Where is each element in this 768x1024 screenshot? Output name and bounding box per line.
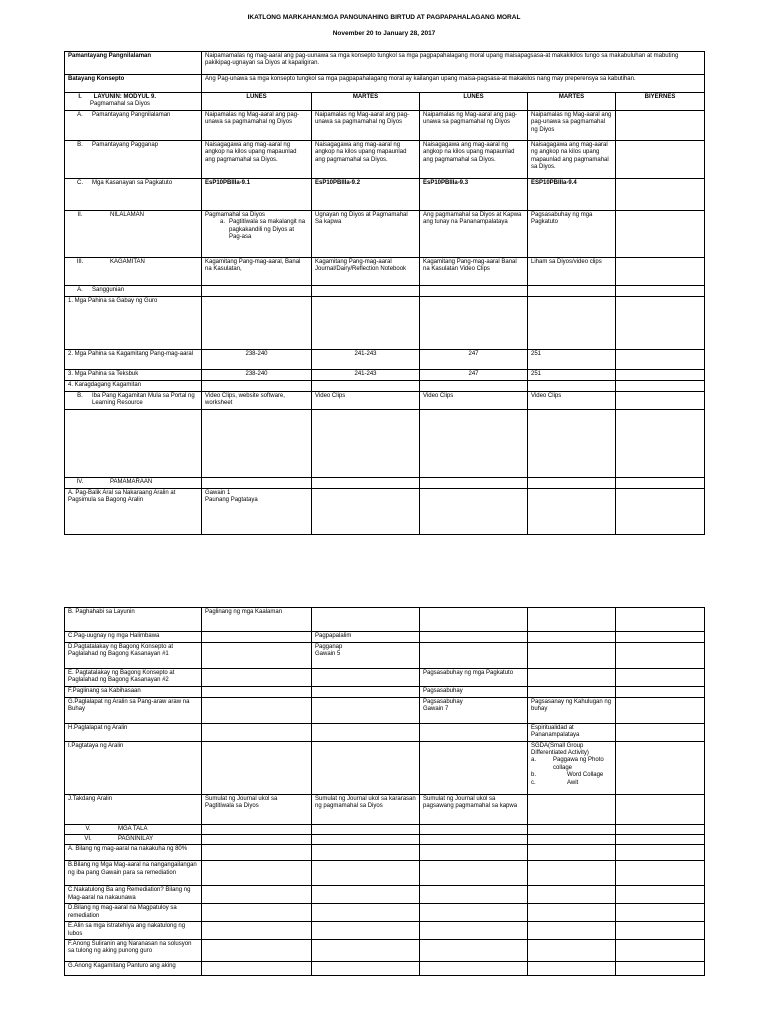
table-cell (528, 824, 616, 834)
table-cell: 247 (420, 350, 528, 370)
table-cell (528, 643, 616, 669)
table-cell: 241-243 (312, 350, 420, 370)
table-cell (420, 608, 528, 632)
table-cell (528, 904, 616, 922)
table-cell (420, 835, 528, 845)
table-cell (528, 940, 616, 962)
day-header: LUNES (420, 93, 528, 111)
table-row (65, 861, 705, 886)
table-cell (616, 835, 705, 845)
table-cell (528, 489, 616, 535)
table-cell (616, 886, 705, 904)
table-cell (616, 489, 705, 535)
table-row (65, 845, 705, 861)
table-cell (202, 940, 312, 962)
table-cell: Pagpapalalim (312, 632, 420, 643)
row-label-ii: II. NILALAMAN (65, 211, 202, 258)
table-cell (616, 392, 705, 410)
table-cell (528, 962, 616, 976)
table-cell: Espiritualidad at Pananampalataya (528, 723, 616, 741)
table-cell: ESP10PBIIIa-9.4 (528, 179, 616, 211)
layunin-label: LAYUNIN: MODYUL 9. (93, 94, 157, 100)
row-label: A. Bilang ng mag-aaral na nakakuha ng 80% (65, 845, 202, 861)
table-cell (202, 697, 312, 723)
row-label-kagamitan-pahina: 2. Mga Pahina sa Kagamitang Pang-mag-aaral (65, 350, 202, 370)
table-cell (312, 741, 420, 794)
table-row (65, 922, 705, 940)
table-cell: 247 (420, 370, 528, 381)
table-cell: Paglinang ng mga Kaalaman (202, 608, 312, 632)
table-cell (312, 669, 420, 687)
table-cell (528, 286, 616, 297)
table-cell (312, 904, 420, 922)
day-header: BIYERNES (616, 93, 705, 111)
table-cell: Ugnayan ng Diyos at Pagmamahal Sa kapwa (312, 211, 420, 258)
table-cell (616, 845, 705, 861)
table-cell (616, 940, 705, 962)
table-cell (528, 478, 616, 489)
table-cell (616, 697, 705, 723)
table-row (65, 886, 705, 904)
table-cell (312, 410, 420, 478)
table-cell (312, 861, 420, 886)
table-cell (312, 489, 420, 535)
table-cell (312, 697, 420, 723)
table-cell: Naipamalas ng Mag-aaral ang pag-unawa sa pagmamahal ng Diyos (528, 111, 616, 141)
row-label: B. Paghahabi sa Layunin (65, 608, 202, 632)
table-cell (202, 686, 312, 697)
table-cell (528, 608, 616, 632)
table-row (65, 643, 705, 669)
row-label-sanggunian: A. Sanggunian (65, 286, 202, 297)
table-cell (616, 608, 705, 632)
table-cell (420, 940, 528, 962)
table-cell (528, 886, 616, 904)
row-label: E. Pagtatalakay ng Bagong Konsepto at Paglalahad ng Bagong Kasanayan #2 (65, 669, 202, 687)
sgda-item (531, 772, 612, 779)
batayang-label: Batayang Konsepto (65, 75, 202, 93)
table-row (65, 686, 705, 697)
table-cell (528, 835, 616, 845)
row-label-guro: 1. Mga Pahina sa Gabay ng Guro (65, 297, 202, 350)
row-label-teksbuk: 3. Mga Pahina sa Teksbuk (65, 370, 202, 381)
day-header: LUNES (202, 93, 312, 111)
row-label: H.Paglalapat ng Aralin (65, 723, 202, 741)
table-cell: Pagsasabuhay ng mga Pagkatuto (420, 669, 528, 687)
table-cell: Naisagagawa ang mag-aaral ng angkop na kilos upang mapaunlad ang pagmamahal sa Diyos. (202, 141, 312, 179)
table-cell (420, 643, 528, 669)
table-cell: Naipamalas ng Mag-aaral ang pag-unawa sa pagmamahal ng Diyos (420, 111, 528, 141)
table-cell (420, 297, 528, 350)
table-cell (202, 835, 312, 845)
table-cell (202, 410, 312, 478)
table-cell (616, 632, 705, 643)
row-label: J.Takdang Aralin (65, 794, 202, 824)
table-cell: Naisagagawa ang mag-aaral ng angkop na kilos upang mapaunlad ang pagmamahal sa Diyos. (528, 141, 616, 179)
table-cell (616, 211, 705, 258)
table-cell (528, 794, 616, 824)
row-label: I.Pagtataya ng Aralin (65, 741, 202, 794)
table-cell: Kagamitang Pang-mag-aaral Journal/Dairy/Reflection Notebook (312, 258, 420, 286)
table-cell (202, 381, 312, 392)
layunin-num: I. (78, 94, 82, 100)
table-cell (420, 478, 528, 489)
lesson-plan-table-2 (64, 607, 705, 976)
table-cell (420, 489, 528, 535)
table-cell (312, 886, 420, 904)
row-label-c: C. Mga Kasanayan sa Pagkatuto (65, 179, 202, 211)
sgda-heading: SGDA(Small Group Differentiated Activity) (531, 742, 589, 757)
table-cell (202, 741, 312, 794)
table-cell (616, 350, 705, 370)
row-label-text: MGA TALA (118, 825, 148, 832)
row-label-balik-aral: A. Pag-Balik Aral sa Nakaraang Aralin at Pagsimula sa Bagong Aralin (65, 489, 202, 535)
table-cell: Kagamitang Pang-mag-aaral Banal na Kasulatan Video Clips (420, 258, 528, 286)
table-row (65, 824, 705, 834)
table-cell (528, 381, 616, 392)
table-cell (202, 286, 312, 297)
table-cell: Naisagagawa ang mag-aaral ng angkop na kilos upang mapaunlad ang pagmamahal sa Diyos. (420, 141, 528, 179)
table-cell (420, 886, 528, 904)
table-cell: Sumulat ng Journal ukol sa pagsawang pagmamahal sa kapwa (420, 794, 528, 824)
row-label-iii: III. KAGAMITAN (65, 258, 202, 286)
table-cell: Sumulat ng Journal ukol sa kararasan ng pagmamahal sa Diyos (312, 794, 420, 824)
table-cell (616, 962, 705, 976)
table-cell (420, 381, 528, 392)
row-label (65, 824, 202, 834)
table-cell (312, 297, 420, 350)
table-cell (528, 632, 616, 643)
sgda-item-text: Word Collage (567, 772, 604, 779)
table-cell (312, 608, 420, 632)
table-cell (616, 904, 705, 922)
table-cell (312, 922, 420, 940)
sgda-item (531, 780, 612, 787)
table-cell (528, 922, 616, 940)
row-label: C.Nakatulong Ba ang Remediation? Bilang ng Mag-aaral na nakaunawa (65, 886, 202, 904)
table-row (65, 940, 705, 962)
sgda-item-letter: b. (531, 772, 537, 779)
table-cell: EsP10PBIIIa-9.1 (202, 179, 312, 211)
pamantayan-label: Pamantayang Pangnilalaman (65, 52, 202, 75)
table-cell (420, 632, 528, 643)
row-label-karagdagang: 4. Karagdagang Kagamitan (65, 381, 202, 392)
table-cell: Sumulat ng Journal ukol sa Pagtitiwala sa Diyos (202, 794, 312, 824)
table-cell: EsP10PBIIIa-9.3 (420, 179, 528, 211)
table-cell (202, 478, 312, 489)
lesson-plan-table-1 (64, 51, 705, 535)
table-cell: Naipamalas ng Mag-aaral ang pag-unawa sa pagmamahal ng Diyos (202, 111, 312, 141)
row-label-text: PAGNINILAY (118, 836, 154, 843)
table-row (65, 741, 705, 794)
table-cell (528, 297, 616, 350)
row-label: F.Anong Suliranin ang Naranasan na solusyon sa tulong ng aking punong guro (65, 940, 202, 962)
table-cell (202, 886, 312, 904)
table-row (65, 904, 705, 922)
table-cell: 238-240 (202, 370, 312, 381)
table-cell (202, 643, 312, 669)
table-row (65, 962, 705, 976)
table-cell (616, 922, 705, 940)
day-header: MARTES (312, 93, 420, 111)
table-cell (202, 845, 312, 861)
row-label (65, 835, 202, 845)
table-cell (312, 286, 420, 297)
row-label: F.Paglinang sa Kabihasaan (65, 686, 202, 697)
table-cell (528, 845, 616, 861)
table-cell (420, 922, 528, 940)
table-cell: 251 (528, 370, 616, 381)
row-label-iv: IV. PAMAMARAAN (65, 478, 202, 489)
sgda-item-letter: c. (531, 779, 536, 786)
table-cell: Video Clips (420, 392, 528, 410)
table-cell (202, 962, 312, 976)
table-cell (420, 824, 528, 834)
table-cell (528, 669, 616, 687)
table-cell (528, 686, 616, 697)
table-cell (312, 723, 420, 741)
table-cell: EsP10PBIIIa-9.2 (312, 179, 420, 211)
table-cell (420, 410, 528, 478)
table-cell: 241-243 (312, 370, 420, 381)
table-cell: Kagamitang Pang-mag-aaral, Banal na Kasulatan, (202, 258, 312, 286)
row-label: G.Anong Kagamitang Panturo ang aking (65, 962, 202, 976)
sgda-item-letter: a. (531, 757, 537, 764)
table-cell: Pagsasabuhay (420, 686, 528, 697)
date-range: November 20 to January 28, 2017 (332, 30, 436, 37)
table-cell (616, 179, 705, 211)
table-cell: Gawain 1 Paunang Pagtataya (202, 489, 312, 535)
pamantayan-text: Naipamamalas ng mag-aaral ang pag-uunawa sa mga konsepto tungkol sa mga pagpapahalagang moral upang maisapagsasa-at makakikilos tungo sa makabuluhan at mabuting pakikipag-ugnayan sa Diyos at kapaligiran. (202, 52, 705, 75)
row-label: E.Alin sa mga istratehiya ang nakatulong ng lubos (65, 922, 202, 940)
table-cell: Pagmamahal sa Diyos a. Pagtitiwala sa makalangit na pagkakandili ng Diyos at Pag-asa (202, 211, 312, 258)
table-cell (202, 723, 312, 741)
table-cell (616, 478, 705, 489)
sgda-item (531, 757, 612, 772)
table-cell (616, 686, 705, 697)
day-header: MARTES (528, 93, 616, 111)
table-cell (202, 922, 312, 940)
batayang-text: Ang Pag-unawa sa mga konsepto tungkol sa mga pagpapahalagang moral ay kailangan upang maisa-pagsasa-at makakilos nang may preperensya sa kabutihan. (202, 75, 705, 93)
table-row (65, 669, 705, 687)
sgda-item-text: Paggawa ng Photo collage (553, 757, 604, 771)
table-cell (202, 861, 312, 886)
row-label: D.Bilang ng mag-aaral na Magpatuloy sa remediation (65, 904, 202, 922)
row-label-num: V. (85, 825, 91, 832)
table-row (65, 608, 705, 632)
table-cell (616, 669, 705, 687)
table-cell (616, 824, 705, 834)
table-cell (420, 286, 528, 297)
layunin-sub: Pagmamahal sa Diyos (90, 101, 151, 108)
table-cell (312, 835, 420, 845)
table-cell (616, 794, 705, 824)
table-cell: Pagsasabuhay ng mga Pagkatuto (528, 211, 616, 258)
row-label: B.Bilang ng Mga Mag-aaral na nangangailangan ng iba pang Gawain para sa remediation (65, 861, 202, 886)
table-cell (528, 741, 616, 794)
table-cell: Video Clips, website software, worksheet (202, 392, 312, 410)
table-cell: 238-240 (202, 350, 312, 370)
table-cell (312, 686, 420, 697)
table-cell: Pagsasanay ng Kahulugan ng buhay (528, 697, 616, 723)
table-cell (616, 297, 705, 350)
table-row (65, 697, 705, 723)
row-label: D.Pagtatalakay ng Bagong Konsepto at Paglalahad ng Bagong Kasanayan #1 (65, 643, 202, 669)
table-cell (202, 632, 312, 643)
table-cell (616, 381, 705, 392)
row-label: C.Pag-uugnay ng mga Halimbawa (65, 632, 202, 643)
table-cell (312, 940, 420, 962)
row-label: G.Paglalapat ng Aralin sa Pang-araw araw na Buhay (65, 697, 202, 723)
table-cell (312, 478, 420, 489)
table-cell: Video Clips (528, 392, 616, 410)
table-cell (616, 410, 705, 478)
row-label-num: VI. (84, 836, 92, 843)
table-cell (616, 286, 705, 297)
table-cell (616, 861, 705, 886)
table-cell (616, 141, 705, 179)
table-cell (420, 723, 528, 741)
table-cell: Video Clips (312, 392, 420, 410)
row-label-learning-resource: B. Iba Pang Kagamitan Mula sa Portal ng Learning Resource (65, 392, 202, 410)
layunin-header (65, 93, 202, 111)
sgda-item-text: Awit (567, 779, 579, 786)
table-row (65, 632, 705, 643)
table-cell: Pagganap Gawain 5 (312, 643, 420, 669)
table-cell (616, 258, 705, 286)
table-cell (420, 904, 528, 922)
table-cell: 251 (528, 350, 616, 370)
table-cell (420, 845, 528, 861)
table-row (65, 794, 705, 824)
row-label-b: B. Pamantayang Pagganap (65, 141, 202, 179)
table-cell (420, 861, 528, 886)
table-cell (202, 904, 312, 922)
table-cell (528, 410, 616, 478)
table-cell (312, 962, 420, 976)
document-title: IKATLONG MARKAHAN:MGA PANGUNAHING BIRTUD AT PAGPAPAHALAGANG MORAL (247, 14, 521, 21)
table-cell (420, 962, 528, 976)
row-label-a: A. Pamantayang Pangnilalaman (65, 111, 202, 141)
table-cell: Liham sa Diyos/video clips (528, 258, 616, 286)
table-cell (312, 845, 420, 861)
table-row (65, 835, 705, 845)
table-cell (616, 111, 705, 141)
table-cell (312, 381, 420, 392)
table-cell (312, 824, 420, 834)
table-cell (616, 370, 705, 381)
table-cell (616, 643, 705, 669)
table-cell (616, 723, 705, 741)
table-cell: Pagsasabuhay Gawain 7 (420, 697, 528, 723)
table-cell (65, 410, 202, 478)
table-cell (528, 861, 616, 886)
table-cell (616, 741, 705, 794)
table-cell: Naipamalas ng Mag-aaral ang pag-unawa sa pagmamahal ng Diyos (312, 111, 420, 141)
table-cell (202, 669, 312, 687)
table-cell (202, 824, 312, 834)
table-row (65, 723, 705, 741)
table-cell: Ang pagmamahal sa Diyos at Kapwa ang tunay na Pananampalataya (420, 211, 528, 258)
table-cell: Naisagagawa ang mag-aaral ng angkop na kilos upang mapaunlad ang pagmamahal sa Diyos. (312, 141, 420, 179)
table-cell (420, 741, 528, 794)
table-cell (202, 297, 312, 350)
